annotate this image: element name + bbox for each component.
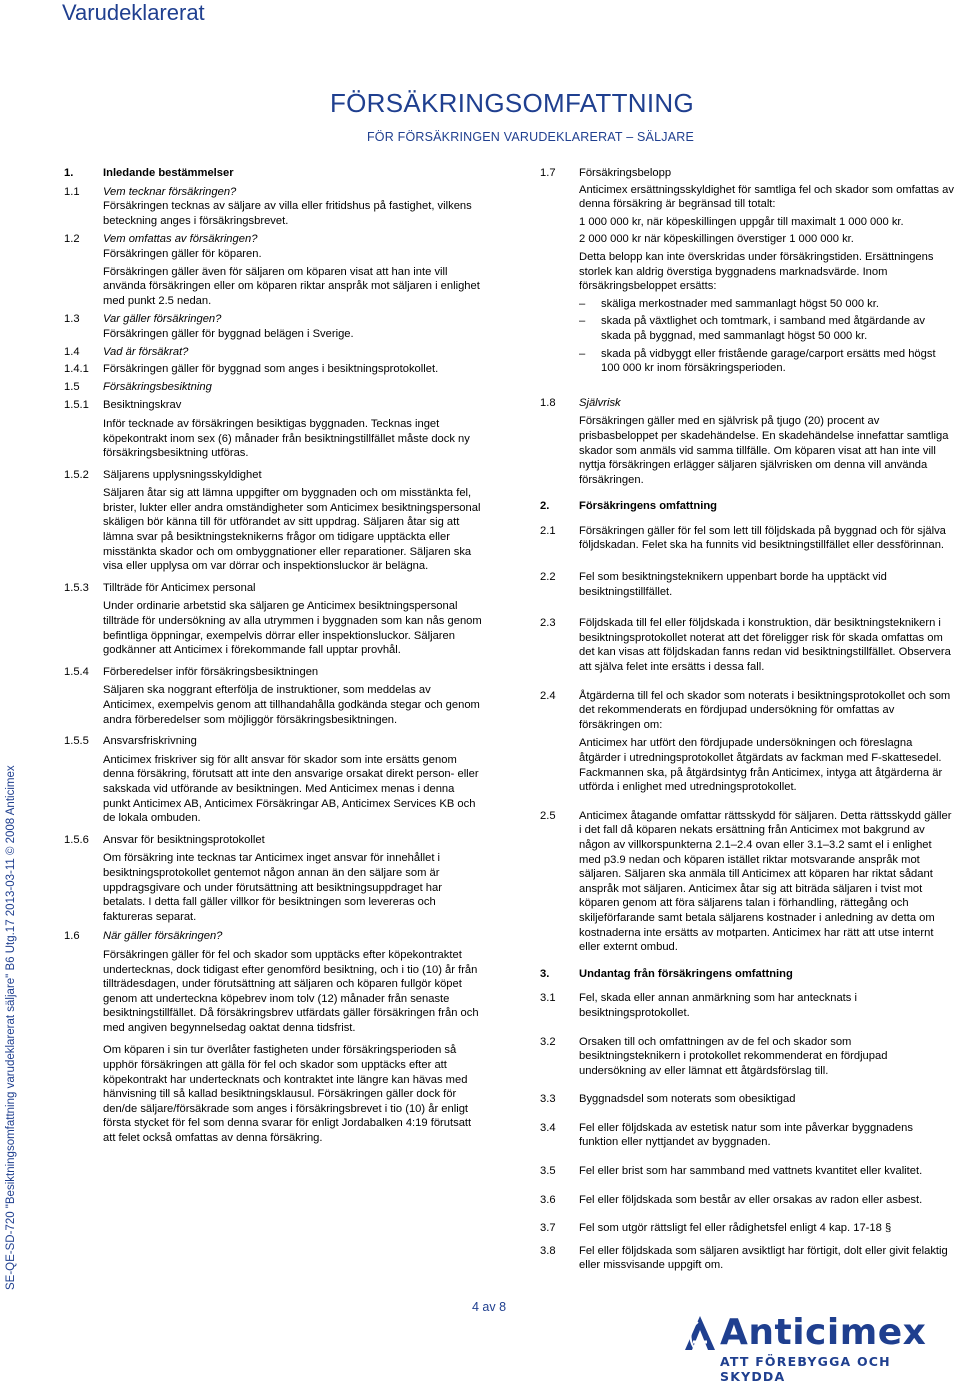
paragraph: Under ordinarie arbetstid ska säljaren ge Anticimex besiktningspersonal tillträde för undersökning av alla utrymmen i byggnaden som kan nås genom befintliga öppningar, exempelvis dörrar eller inspektionsluckor. Säljaren godkänner att Anticimex i förekommande fall upptar provhål.	[103, 600, 482, 657]
subsection-heading: 1.8 Självrisk	[540, 396, 621, 409]
clause-heading: 1.5.4 Förberedelser inför försäkringsbesiktningen	[64, 665, 319, 678]
list-item: – skada på växtlighet och tomtmark, i samband med åtgärdande av skada på byggnad, med sammanlagt högst 50 000 kr.	[579, 315, 925, 342]
clause: 2.2 Fel som besiktningsteknikern uppenbart borde ha upptäckt vid besiktningstillfället.	[540, 571, 887, 598]
right-column	[540, 166, 954, 1273]
left-column	[64, 166, 482, 1146]
clause: 3.3 Byggnadsdel som noterats som obesiktigad	[540, 1093, 796, 1106]
document-label: Varudeklarerat	[62, 0, 205, 25]
clause-heading: 1.5.6 Ansvar för besiktningsprotokollet	[64, 833, 265, 846]
logo-slogan: ATT FÖREBYGGA OCH SKYDDA	[720, 1354, 891, 1384]
subsection-heading: 1.1 Vem tecknar försäkringen?	[64, 185, 237, 198]
subsection-heading: 1.2 Vem omfattas av försäkringen?	[64, 233, 258, 246]
clause-heading: 1.5.3 Tillträde för Anticimex personal	[64, 581, 256, 594]
anticimex-logo	[682, 1312, 952, 1384]
subsection-heading: 1.3 Var gäller försäkringen?	[64, 313, 222, 326]
page-number: 4 av 8	[472, 1300, 507, 1314]
paragraph: Säljaren åtar sig att lämna uppgifter om byggnaden och om misstänkta fel, brister, lukter eller andra omständigheter som Anticimex besiktningspersonal skäligen bör känna till för utförandet av sitt uppdrag. Säljaren åtar sig att lämna svar på besiktningsteknikerns frågor om tidigare upptäckta eller misstänkta skador och om ombyggnationer eller reparationer. Säljaren ska visa eller upplysa om var dörrar och inspektionsluckor är belägna.	[103, 487, 481, 573]
dash-list	[540, 297, 954, 376]
paragraph: Försäkringen tecknas av säljare av villa eller fritidshus på fastighet, vilkens beteckning anges i försäkringsbrevet.	[103, 200, 472, 227]
paragraph: Försäkringen gäller för köparen.	[103, 247, 262, 260]
clause: 2.4 Åtgärderna till fel och skador som noterats i besiktningsprotokollet och som det rekommenderats en fördjupad undersökning för omfattas av försäkringen om:	[540, 689, 951, 731]
clause: 3.7 Fel som utgör rättsligt fel eller rådighetsfel enligt 4 kap. 17-18 §	[540, 1222, 892, 1235]
clause-heading: 1.5.5 Ansvarsfriskrivning	[64, 735, 197, 748]
paragraph: Detta belopp kan inte överskridas under försäkringstiden. Ersättningens storlek kan aldrig överstiga byggnadens marknadsvärde. Inom försäkringsbeloppet ersätts:	[579, 250, 934, 293]
anticimex-logo-icon	[682, 1314, 718, 1352]
clause: 3.1 Fel, skada eller annan anmärkning som har antecknats i besiktningsprotokollet.	[540, 992, 857, 1019]
clause: 2.5 Anticimex åtagande omfattar rättsskydd för säljaren. Detta rättsskydd gäller i det fall då köparen nekats ersättning från Anticimex mot bakgrund av någon av villkorspunkterna 2.1–2.4 ovan eller 3.1–3.2 samt el i enlighet med p3.9 nedan och köparen istället riktar motsvarande anspråk mot säljaren. Säljaren ska anmäla till Anticimex att köparen har riktat sådant anspråk mot säljaren. Anticimex åtar sig att biträda säljaren i tvist mot köparen genom att föra säljarens talan i förhandling, rättegång och skiljeförfarande samt betala säljarens kostnader i anledning av detta om kostnaderna inte ersätts av motparten. Anticimex har rätt att utse internt eller externt ombud.	[540, 809, 952, 954]
clause-heading: 1.5.1 Besiktningskrav	[64, 399, 182, 412]
section-heading: 2. Försäkringens omfattning	[540, 500, 717, 513]
paragraph: Anticimex har utfört den fördjupade undersökningen och föreslagna åtgärder i utredningsprotokollet åtgärdats av fackman med F-skattesedel. Fackmannen ska, på åtgärdsintyg från Anticimex, intyga att åtgärderna är utförda i enlighet med utredningsprotokollet.	[579, 737, 943, 794]
document-reference: SE-QE-SD-720 "Besiktningsomfattning varudeklarerat säljare" B6 Utg.17 2013-03-11 © 2008 Anticimex	[5, 765, 17, 1290]
paragraph: Försäkringen gäller för byggnad belägen i Sverige.	[103, 327, 354, 340]
clause: 1.4.1 Försäkringen gäller för byggnad som anges i besiktningsprotokollet.	[64, 363, 439, 376]
subsection-heading: 1.7 Försäkringsbelopp	[540, 167, 672, 179]
subsection-heading: 1.4 Vad är försäkrat?	[64, 345, 189, 358]
paragraph: Anticimex friskriver sig för allt ansvar för skador som inte ersätts genom denna försäkring, förutsatt att inte den ansvarige orsakat direkt person- eller sakskada vid utförande av besiktningen. Med Anticimex menas i denna punkt Anticimex AB, Anticimex Försäkringar AB, Anticimex Services KB och de lokala ombuden.	[103, 753, 479, 825]
paragraph: Om försäkring inte tecknas tar Anticimex inget ansvar för innehållet i besiktningsprotokollet gentemot någon annan än den säljare som är uppdragsgivare och under förutsättning att besiktningsuppdraget har betalats. I detta fall gäller villkor för besiktningen som levereras och faktureras separat.	[103, 852, 442, 923]
clause: 3.4 Fel eller följdskada av estetisk natur som inte påverkar byggnadens funktion eller nyttjandet av byggnaden.	[540, 1121, 913, 1149]
clause: 3.5 Fel eller brist som har sammband med vattnets kvantitet eller kvalitet.	[540, 1165, 923, 1178]
paragraph: 1 000 000 kr, när köpeskillingen uppgår till maximalt 1 000 000 kr.	[579, 215, 904, 228]
clause: 2.3 Följdskada till fel eller följdskada i konstruktion, där besiktningsteknikern i besiktningsprotokollet noterat att det föreligger risk för skada omfattas om det kan visas att följdskadan fanns redan vid besiktningstillfället. Observera att själva felet inte ersätts i dessa fall.	[540, 617, 951, 674]
paragraph: Försäkringen gäller även för säljaren om köparen visat att han inte vill använda försäkringen eller om köparen riktar anspråk mot säljaren i enlighet med punkt 2.5 nedan.	[103, 265, 480, 307]
clause-heading: 1.5.2 Säljarens upplysningsskyldighet	[64, 468, 262, 481]
subsection-heading: 1.5 Försäkringsbesiktning	[64, 380, 212, 393]
paragraph: Om köparen i sin tur överlåter fastigheten under försäkringsperioden så upphör försäkringen att gälla för fel och skador som upptäcks efter att köpekontrakt har undertecknats och kontraktet inte längre kan hävas med hänvisning till så kallad besiktningsklausul. Försäkringen gäller dock för den/de säljare/försäkrade som anges i försäkringsbrevet i tio (10) år enligt första stycket för fel som denna svarar för enligt Jordabalken 4:19 förutsatt att felet också omfattas av denna försäkring.	[103, 1044, 472, 1145]
paragraph: 2 000 000 kr när köpeskillingen överstiger 1 000 000 kr.	[579, 233, 854, 246]
list-item: – skäliga merkostnader med sammanlagt högst 50 000 kr.	[579, 297, 879, 310]
clause: 2.1 Försäkringen gäller för fel som lett till följdskada på byggnad och för själva följdskadan. Felet ska ha funnits vid besiktningstillfället eller dessförinnan.	[540, 524, 946, 552]
subsection-heading: 1.6 När gäller försäkringen?	[64, 930, 223, 943]
paragraph: Försäkringen gäller med en självrisk på tjugo (20) procent av prisbasbeloppet per skadehändelse. En skadehändelse innefattar samtliga skador som anmäls vid samma tillfälle. Om köparen visat att han inte vill nyttja försäkringen erlägger säljaren självrisken om denna vill använda försäkringen.	[579, 415, 949, 486]
paragraph: Säljaren ska noggrant efterfölja de instruktioner, som meddelas av Anticimex, exempelvis genom att tillhandahålla godkända stegar och genom andra förberedelser som möjliggör försäkringsbesiktningen.	[103, 684, 480, 726]
clause: 3.2 Orsaken till och omfattningen av de fel och skador som besiktningsteknikern i protokollet rekommenderat en fördjupad undersökning av eller lämnat ett åtgärdsförslag till.	[540, 1035, 888, 1077]
clause: 3.8 Fel eller följdskada som säljaren avsiktligt har förtigit, dolt eller givit felaktig eller missvisande uppgift om.	[540, 1244, 948, 1272]
clause: 3.6 Fel eller följdskada som består av eller orsakas av radon eller asbest.	[540, 1193, 923, 1206]
paragraph: Inför tecknade av försäkringen besiktigas byggnaden. Tecknas inget köpekontrakt inom sex (6) månader från besiktningstillfället måste dock ny försäkringsbesiktning utföras.	[103, 417, 470, 460]
page-subtitle: FÖR FÖRSÄKRINGEN VARUDEKLARERAT – SÄLJARE	[366, 130, 694, 144]
paragraph: Anticimex ersättningsskyldighet för samtliga fel och skador som omfattas av denna försäkring är begränsad till totalt:	[579, 183, 954, 211]
section-heading: 1. Inledande bestämmelser	[64, 167, 234, 179]
section-heading: 3. Undantag från försäkringens omfattning	[540, 967, 793, 980]
page-title: FÖRSÄKRINGSOMFATTNING	[329, 88, 694, 118]
list-item: – skada på vidbyggt eller fristående garage/carport ersätts med högst 100 000 kr inom försäkringsperioden.	[579, 347, 936, 375]
paragraph: Försäkringen gäller för fel och skador som upptäcks efter köpekontraktet undertecknas, dock tidigast efter genomförd besiktning, och i tio (10) år från tillträdesdagen, under förutsättning att säljaren och köparen fullgör köpet genom att underteckna köpebrev inom tolv (12) månader från senaste besiktningstillfället. Då försäkringsbrev utfärdats gäller försäkringen från och med angiven begynnelsedag oaktat denna tidsfrist.	[103, 948, 479, 1034]
logo-wordmark: Anticimex	[720, 1312, 927, 1353]
